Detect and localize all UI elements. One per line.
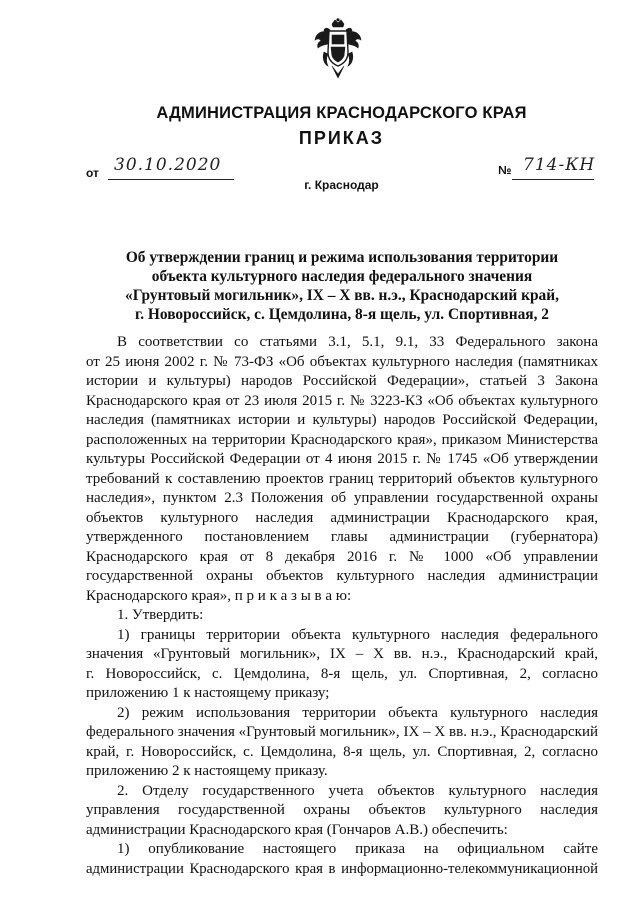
title-line: г. Новороссийск, с. Цемдолина, 8-я щель, ул. Спортивная, 2: [134, 306, 549, 323]
body-line: г. Новороссийск, с. Цемдолина, 8-я щель, ул. Спортивная, 2, согласно: [86, 665, 598, 682]
title-line: «Грунтовый могильник», IX – X вв. н.э., Краснодарский край,: [125, 287, 559, 304]
city: г. Краснодар: [304, 178, 379, 192]
body-line: управления государственной охраны объектов культурного наследия: [86, 802, 598, 818]
organization-name: АДМИНИСТРАЦИЯ КРАСНОДАРСКОГО КРАЯ: [156, 104, 527, 122]
body-line: утвержденного постановлением главы администрации (губернатора): [86, 529, 598, 545]
body-line: федерального значения «Грунтовый могильник», IX – X вв. н.э., Краснодарский: [86, 724, 598, 740]
coat-of-arms-emblem: [312, 18, 364, 80]
body-line: наследия», пунктом 2.3 Положения об управлении государственной охраны: [86, 490, 598, 506]
body-line: 1) опубликование настоящего приказа на официальном сайте: [117, 841, 598, 857]
document-title: [110, 248, 574, 324]
body-line: 2. Отделу государственного учета объектов культурного наследия: [117, 782, 598, 799]
body-line: значения «Грунтовый могильник», IX – X вв. н.э., Краснодарский край,: [86, 646, 598, 662]
body-line: В соответствии со статьями 3.1, 5.1, 9.1, 33 Федерального закона: [117, 334, 598, 350]
document-body: [86, 333, 598, 879]
body-line: Краснодарского края», п р и к а з ы в а ю:: [86, 587, 352, 604]
body-line: край, г. Новороссийск, с. Цемдолина, 8-я щель, ул. Спортивная, 2, согласно: [86, 743, 598, 760]
body-line: 1) границы территории объекта культурного наследия федерального: [117, 626, 598, 643]
body-line: от 25 июня 2002 г. № 73-ФЗ «Об объектах культурного наследия (памятниках: [86, 353, 598, 370]
body-line: расположенных на территории Краснодарского края», приказом Министерства: [86, 431, 598, 448]
number-value: 714-КН: [523, 155, 596, 175]
title-line: объекта культурного наследия федерального значения: [151, 268, 533, 285]
body-line: наследия (памятниках истории и культуры) народов Российской Федерации,: [86, 412, 598, 428]
document-type: ПРИКАЗ: [298, 128, 385, 148]
body-line: истории и культуры) народов Российской Федерации», статьей 3 Закона: [86, 373, 598, 389]
body-line: объектов культурного наследия администрации Краснодарского края,: [86, 509, 598, 526]
body-line: администрации Краснодарского края в информационно-телекоммуникационной: [86, 860, 598, 877]
body-line: культуры Российской Федерации от 4 июня 2015 г. № 1745 «Об утверждении: [86, 451, 598, 467]
date-prefix: от: [86, 166, 99, 180]
body-line: 1. Утвердить:: [117, 607, 204, 623]
body-line: требований к составлению проектов границ территорий объектов культурного: [86, 470, 598, 487]
title-line: Об утверждении границ и режима использования территории: [125, 249, 559, 266]
date-value: 30.10.2020: [114, 155, 222, 175]
body-line: администрации Краснодарского края (Гончаров А.В.) обеспечить:: [86, 821, 508, 838]
body-line: государственной охраны объектов культурного наследия администрации: [86, 568, 598, 584]
number-prefix: №: [498, 163, 512, 177]
body-line: Краснодарского края от 8 декабря 2016 г. № 1000 «Об управлении: [86, 548, 598, 565]
body-line: приложению 2 к настоящему приказу.: [86, 763, 328, 779]
body-line: приложению 1 к настоящему приказу;: [86, 685, 330, 701]
body-line: 2) режим использования территории объекта культурного наследия: [117, 704, 598, 721]
body-line: Краснодарского края от 23 июля 2015 г. № 3223-КЗ «Об объектах культурного: [86, 392, 598, 409]
